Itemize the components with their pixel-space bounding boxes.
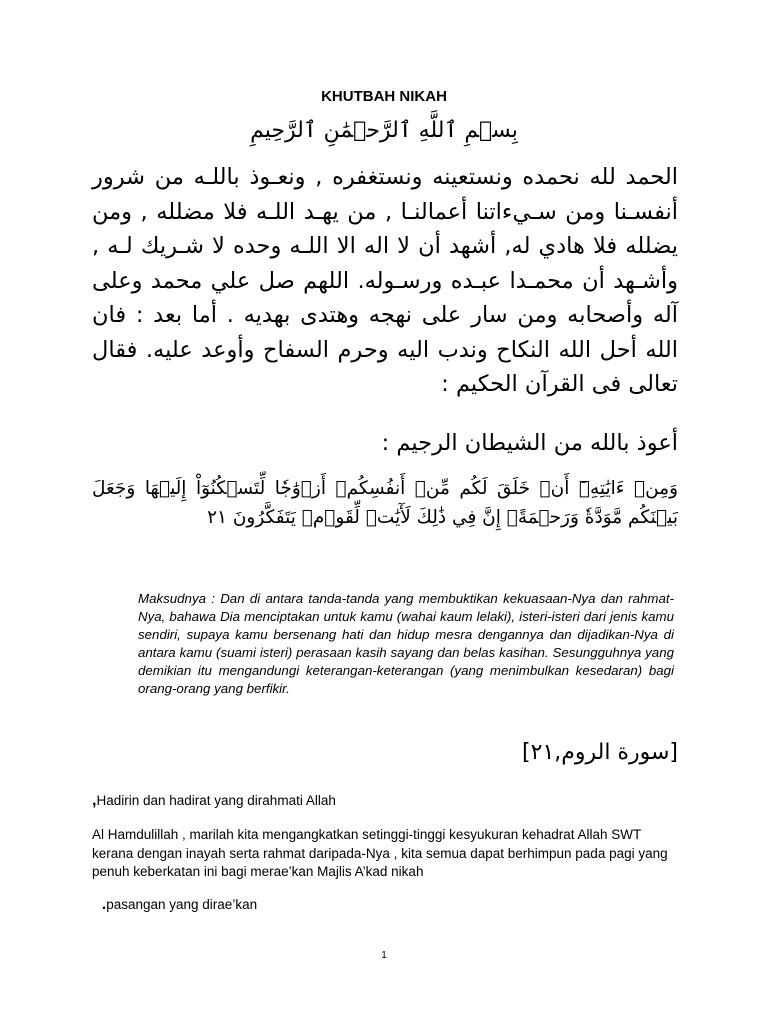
taawudz-line: أعوذ بالله من الشيطان الرجيم : <box>381 430 678 456</box>
arabic-opening-paragraph: الحمد لله نحمده ونستعينه ونستغفره , ونعـوذ باللـه من شرور أنفسـنا ومن سـيءاتنا أعمالنـا , من يهـد اللـه فلا مضلله , ومن يضلله فلا هادي له, أشهد أن لا اله الا اللـه وحده لا شـريك لـه , وأشـهد أن محمـدا عبـده ورسـوله. اللهم صل علي محمد وعلى آله وأصحابه ومن سار على نهجه وهتدى بهديه . أما بعد : فان الله أحل الله النكاح وندب اليه وحرم السفاح وأوعد عليه. فقال تعالى فى القرآن الحكيم : <box>92 164 678 397</box>
closing-line <box>98 896 598 914</box>
surah-reference: [سورة الروم,٢١] <box>522 740 678 765</box>
body-paragraph: Al Hamdulillah , marilah kita mengangkatkan setinggi-tinggi kesyukuran kehadrat Allah SWT kerana dengan inayah serta rahmat daripada-Nya , kita semua dapat berhimpun pada pagi yang penuh keberkatan ini bagi merae’kan Majlis A’kad nikah <box>92 827 668 879</box>
greeting-punctuation: , <box>92 792 97 809</box>
basmala: بِسۡمِ ٱللَّهِ ٱلرَّحۡمَٰنِ ٱلرَّحِيمِ <box>250 118 518 143</box>
quran-verse: وَمِنۡ ءَايَٰتِهِۦٓ أَنۡ خَلَقَ لَكُم مِّنۡ أَنفُسِكُمۡ أَزۡوَٰجٗا لِّتَسۡكُنُوٓاْ إِلَيۡهَا وَجَعَلَ بَيۡنَكُم مَّوَدَّةٗ وَرَحۡمَةًۚ إِنَّ فِي ذَٰلِكَ لَأٓيَٰتٖ لِّقَوۡمٖ يَتَفَكَّرُونَ ٢١ <box>92 478 678 528</box>
page-number: 1 <box>381 950 387 961</box>
closing-text: pasangan yang dirae’kan <box>106 897 258 912</box>
closing-punctuation: . <box>101 896 107 913</box>
verse-translation: Maksudnya : Dan di antara tanda-tanda yang membuktikan kekuasaan-Nya dan rahmat-Nya, bahawa Dia menciptakan untuk kamu (wahai kaum lelaki), isteri-isteri dari jenis kamu sendiri, supaya kamu bersenang hati dan hidup mesra dengannya dan dijadikan-Nya di antara kamu (suami isteri) perasaan kasih sayang dan belas kasihan. Sesungguhnya yang demikian itu mengandungi keterangan-keterangan (yang menimbulkan kesedaran) bagi orang-orang yang berfikir. <box>138 591 674 696</box>
greeting-line <box>92 792 678 810</box>
document-title: KHUTBAH NIKAH <box>321 88 447 105</box>
greeting-text: Hadirin dan hadirat yang dirahmati Allah <box>96 793 336 808</box>
